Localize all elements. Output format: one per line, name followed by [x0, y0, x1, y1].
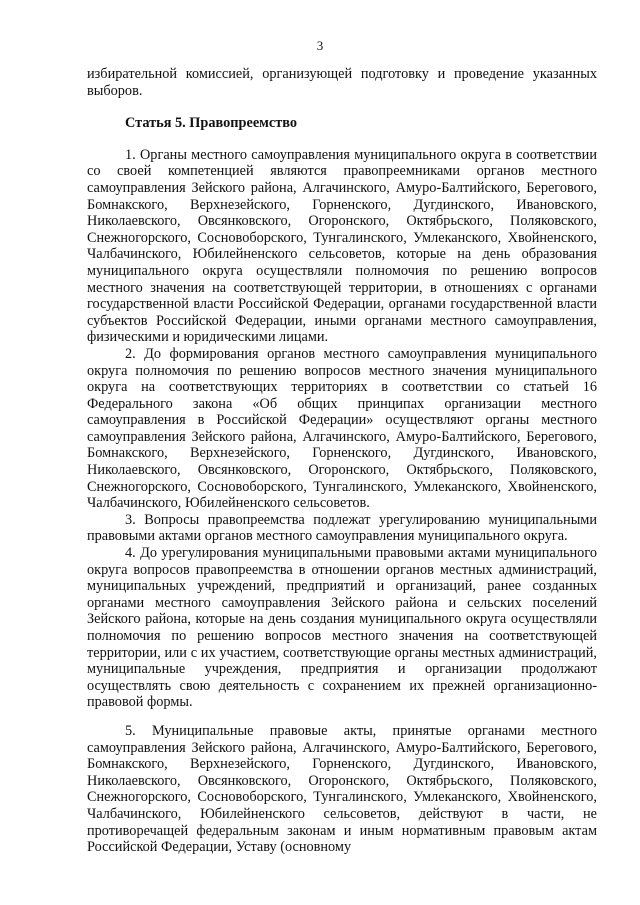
- paragraph-4: 4. До урегулирования муниципальными правовыми актами муниципального округа вопросов правопреемства в отношении органов местных администраций, муниципальных учреждений, предприятий и организаций, ранее созданных органами местного самоуправления Зейского района и сельских поселений Зейского района, которые на день создания муниципального округа осуществляли полномочия по решению вопросов местного значения на соответствующей территории, или с их участием, соответствующие органы местных администраций, муниципальные учреждения, предприятия и организации продолжают осуществлять свою деятельность с сохранением их прежней организационно-правовой формы.: [87, 545, 597, 711]
- article-heading: Статья 5. Правопреемство: [125, 115, 298, 132]
- paragraph-2: 2. До формирования органов местного самоуправления муниципального округа полномочия по решению вопросов местного значения муниципального округа на соответствующих территориях в соответствии со статьей 16 Федерального закона «Об общих принципах организации местного самоуправления в Российской Федерации» осуществляют органы местного самоуправления Зейского района, Алгачинского, Амуро-Балтийского, Берегового, Бомнакского, Верхнезейского, Горненского, Дугдинского, Ивановского, Николаевского, Овсянковского, Огоронского, Октябрьского, Поляковского, Снежногорского, Сосновоборского, Тунгалинского, Умлеканского, Хвойненского, Чалбачинского, Юбилейненского сельсоветов.: [87, 345, 597, 512]
- paragraph-3: 3. Вопросы правопреемства подлежат урегулированию муниципальными правовыми актами органов местного самоуправления муниципального округа.: [87, 511, 597, 545]
- paragraph-1: 1. Органы местного самоуправления муниципального округа в соответствии со своей компетенцией являются правопреемниками органов местного самоуправления Зейского района, Алгачинского, Амуро-Балтийского, Берегового, Бомнакского, Верхнезейского, Горненского, Дугдинского, Ивановского, Николаевского, Овсянковского, Огоронского, Октябрьского, Поляковского, Снежногорского, Сосновоборского, Тунгалинского, Умлеканского, Хвойненского, Чалбачинского, Юбилейненского сельсоветов, которые на день образования муниципального округа осуществляли полномочия по решению вопросов местного значения на соответствующей территории, в отношениях с органами государственной власти Российской Федерации, органами государственной власти субъектов Российской Федерации, иными органами местного самоуправления, физическими и юридическими лицами.: [87, 146, 597, 346]
- page-number: 3: [316, 38, 324, 53]
- paragraph-5: 5. Муниципальные правовые акты, принятые органами местного самоуправления Зейского района, Алгачинского, Амуро-Балтийского, Берегового, Бомнакского, Верхнезейского, Горненского, Дугдинского, Ивановского, Николаевского, Овсянковского, Огоронского, Октябрьского, Поляковского, Снежногорского, Сосновоборского, Тунгалинского, Умлеканского, Хвойненского, Чалбачинского, Юбилейненского сельсоветов, действуют в части, не противоречащей федеральным законам и иным нормативным правовым актам Российской Федерации, Уставу (основному: [87, 722, 597, 856]
- document-body: [87, 66, 597, 856]
- intro-continuation: избирательной комиссией, организующей подготовку и проведение указанных выборов.: [87, 66, 597, 99]
